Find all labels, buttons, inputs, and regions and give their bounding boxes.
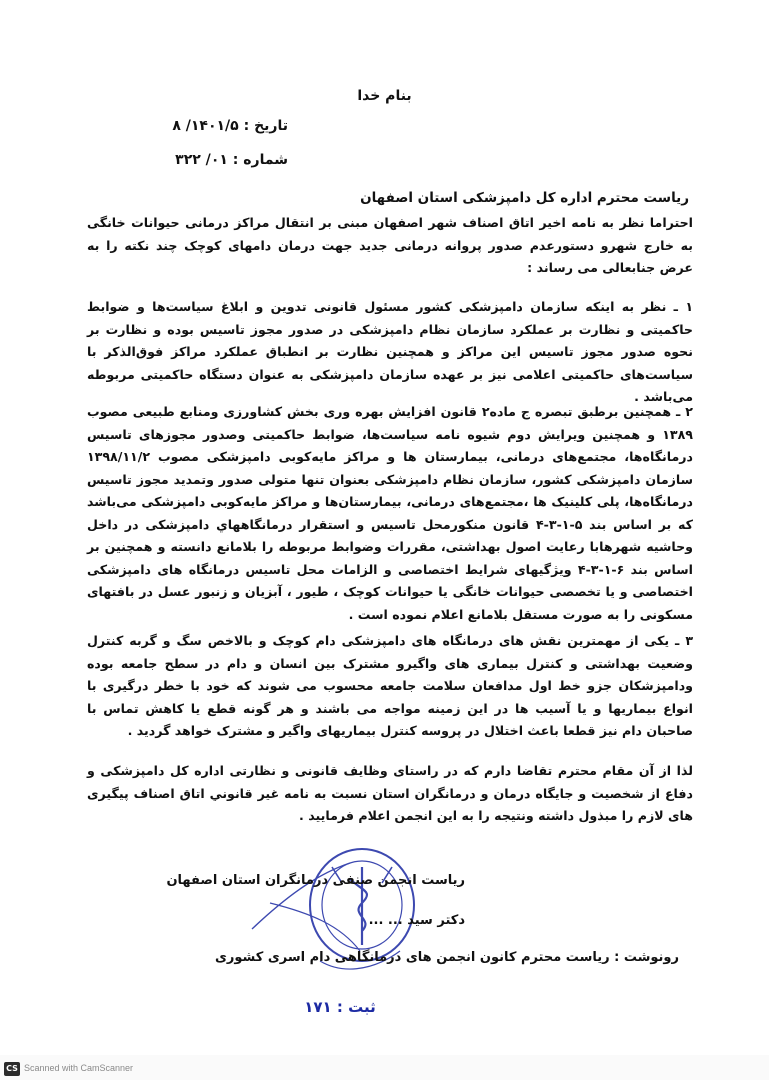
cc-line: رونوشت : ریاست محترم کانون انجمن های درمانگاهی دام اسری کشوری (214, 950, 679, 965)
letter-number: شماره : ۰۱/ ۳۲۲ (175, 152, 288, 168)
date-line: تاریخ : ۱۴۰۱/۵/ ۸ (172, 118, 288, 134)
camscanner-logo-icon: CS (4, 1062, 20, 1076)
paragraph-1: ۱ ـ نظر به اینکه سازمان دامپزشکی کشور مسئول قانونی تدوین و ابلاغ سیاست‌ها و ضوابط حاکمیتی و نظارت بر عملکرد سازمان نظام دامپزشکی در صدور مجوز تاسیس بوده و نظارت بر نحوه صدور مجوز تاسیس این مراکز و همچنین نظارت بر انطباق عملکرد مراکز فوق‌الذکر با سیاست‌های حاکمیتی اعلامی نیز بر عهده سازمان دامپزشکی به عنوان دستگاه حاکمیتی مربوطه می‌باشد . (87, 299, 693, 404)
signature-name: دکتر سید ... ... (368, 913, 465, 928)
scanner-watermark: Scanned with CamScanner (24, 1063, 134, 1073)
paragraph-3: ۳ ـ یکی از مهمترین نقش های درمانگاه های دامپزشکی دام کوچک و بالاخص سگ و گربه کنترل وضعیت بهداشتی و کنترل بیماری های واگیرو مشترک بین انسان و دام در سطح جامعه بوده ودامپزشکان جزو خط اول مدافعان سلامت جامعه محسوب می شوند که خود با خطر درگیری با انواع بیماریها و یا آسیب ها در این زمینه مواجه می باشند و هر گونه قطع یا کاهش تماس با صاحبان دام نیز قطعا باعث اختلال در پروسه کنترل بیماریهای واگیر و مشترک خواهد گردید . (87, 633, 693, 738)
paragraph-2: ۲ ـ همچنین برطبق تبصره ج ماده۲ قانون افزایش بهره وری بخش کشاورزی ومنابع طبیعی مصوب ۱۳۸۹ و همچنین ویرایش دوم شیوه نامه سیاست‌ها، ضوابط حاکمیتی وصدور مجوزهای تاسیس درمانگاه‌ها، مجتمع‌های درمانی، بیمارستان ها و مراکز مایه‌کوبی دامپزشکی مصوب ۱۳۹۸/۱۱/۲ سازمان دامپزشکی کشور، سازمان نظام دامپزشکی بعنوان تنها متولی صدور وتمدید مجوز تاسیس درمانگاه‌ها، پلی کلینیک ها ،مجتمع‌های درمانی، بیمارستان‌ها و مراکز مایه‌کوبی دامپزشکی می‌باشد که بر اساس بند ۵-۱-۳-۴ قانون منکورمحل تاسیس و استقرار درمانگاههاي دامپزشکی در داخل وحاشیه شهرهابا رعایت اصول بهداشتی، مقررات وضوابط مربوطه را بلامانع دانسته و همچنین بر اساس بند ۶-۱-۳-۴ ویژگیهای شرایط اختصاصی و الزامات محل تاسیس درمانگاه های دامپزشکی اختصاصی و یا تخصصی حیوانات خانگی یا حیوانات کوچک ، طیور ، آبزیان و زنبور عسل در بافتهای مسکونی را به صورت مستقل بلامانع اعلام نموده است . (87, 404, 693, 622)
seal-registration: ثبت : ۱۷۱ (304, 998, 376, 1016)
signature-title: ریاست انجمن صنفی درمانگران استان اصفهان (166, 873, 465, 888)
paragraph-intro: احتراما نظر به نامه اخیر اتاق اصناف شهر اصفهان مبنی بر انتقال مراکز درمانی حیوانات خانگی به خارج شهرو دستورعدم صدور پروانه درمانی جدید جهت درمان دامهای کوچک چند نکته را به عرض جنابعالی می رساند : (87, 215, 693, 275)
heading: بنام خدا (357, 88, 412, 104)
paragraph-request: لذا از آن مقام محترم تقاضا دارم که در راستای وظایف قانونی و نظارتی اداره کل دامپزشکی و دفاع از شخصیت و جایگاه درمان و درمانگران استان نسبت به نامه غیر قانوني اتاق اصناف پیگیری های لازم را مبذول داشته ونتیجه را به این انجمن اعلام فرمایید . (87, 763, 693, 823)
addressee: ریاست محترم اداره کل دامپزشکی استان اصفهان (360, 190, 689, 206)
